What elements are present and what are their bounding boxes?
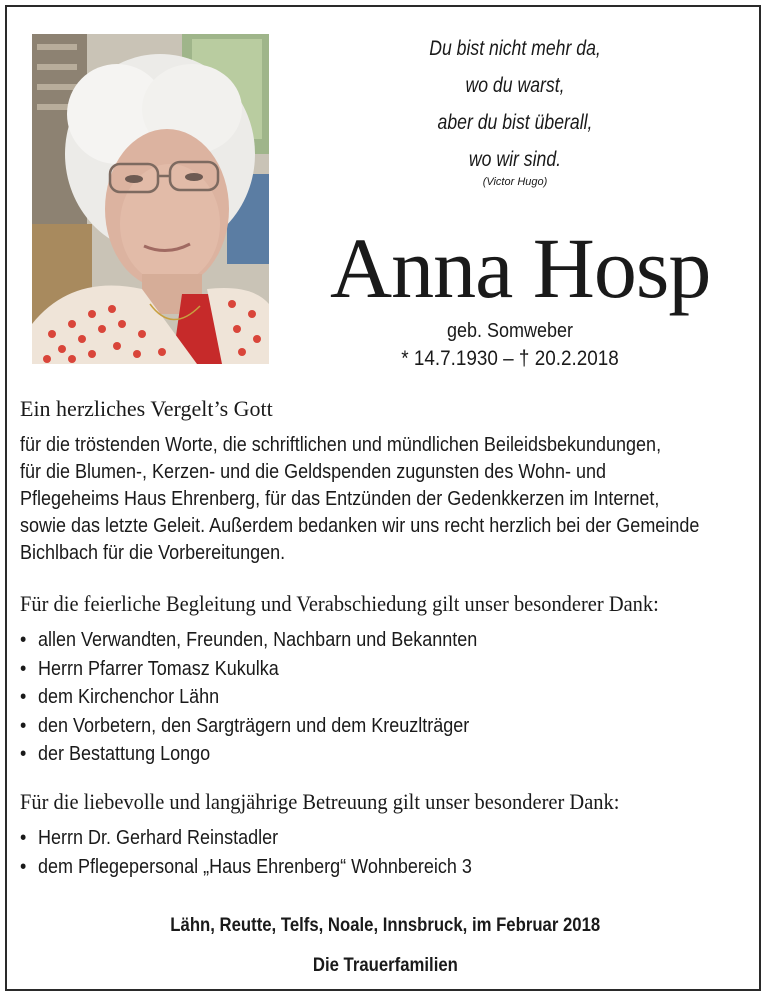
bullet-icon: • [20, 855, 27, 878]
bullet-icon: • [20, 827, 27, 849]
poem-line: wo wir sind. [468, 148, 562, 171]
bullet-icon: • [20, 657, 27, 680]
list-item: • den Vorbetern, den Sargträgern und dem Kreuzlträger [20, 712, 477, 741]
bullet-icon: • [20, 714, 27, 737]
list-item: • dem Kirchenchor Lähn [20, 683, 477, 712]
thanks-heading: Ein herzliches Vergelt’s Gott [20, 396, 273, 421]
bullet-icon: • [20, 629, 27, 651]
care-heading: Für die liebevolle und langjährige Betreuung gilt unser besonderer Dank: [20, 789, 620, 814]
thanks-line: Pflegeheims Haus Ehrenberg, für das Entzünden der Gedenkkerzen im Internet, [20, 488, 660, 510]
thanks-line: Bichlbach für die Vorbereitungen. [20, 542, 286, 564]
list-item: • Herrn Dr. Gerhard Reinstadler [20, 824, 472, 853]
poem-author: (Victor Hugo) [482, 176, 548, 188]
poem-line: aber du bist überall, [437, 111, 593, 134]
maiden-name: geb. Somweber [446, 320, 574, 342]
thanks-line: für die tröstenden Worte, die schriftlichen und mündlichen Beileidsbekundungen, [20, 434, 662, 456]
deceased-name: Anna Hosp [330, 220, 711, 316]
thanks-text [20, 432, 704, 567]
list-item: • Herrn Pfarrer Tomasz Kukulka [20, 655, 477, 684]
bullet-icon: • [20, 686, 27, 708]
portrait-photo [32, 34, 269, 364]
life-dates: * 14.7.1930 – † 20.2.2018 [401, 347, 619, 370]
thanks-line: sowie das letzte Geleit. Außerdem bedanken wir uns recht herzlich bei der Gemeinde [20, 515, 700, 537]
poem-line: wo du warst, [465, 74, 565, 97]
ceremony-list [20, 626, 477, 769]
list-item: • allen Verwandten, Freunden, Nachbarn und Bekannten [20, 626, 477, 655]
bullet-icon: • [20, 743, 27, 765]
place-date: Lähn, Reutte, Telfs, Noale, Innsbruck, im Februar 2018 [170, 915, 600, 936]
poem [402, 30, 629, 178]
ceremony-heading: Für die feierliche Begleitung und Verabschiedung gilt unser besonderer Dank: [20, 591, 659, 616]
list-item: • der Bestattung Longo [20, 740, 477, 769]
poem-line: Du bist nicht mehr da, [429, 37, 601, 60]
signature: Die Trauerfamilien [312, 955, 458, 976]
list-item: • dem Pflegepersonal „Haus Ehrenberg“ Wohnbereich 3 [20, 853, 472, 882]
care-list [20, 824, 472, 881]
thanks-line: für die Blumen-, Kerzen- und die Geldspenden zugunsten des Wohn- und [20, 461, 607, 483]
